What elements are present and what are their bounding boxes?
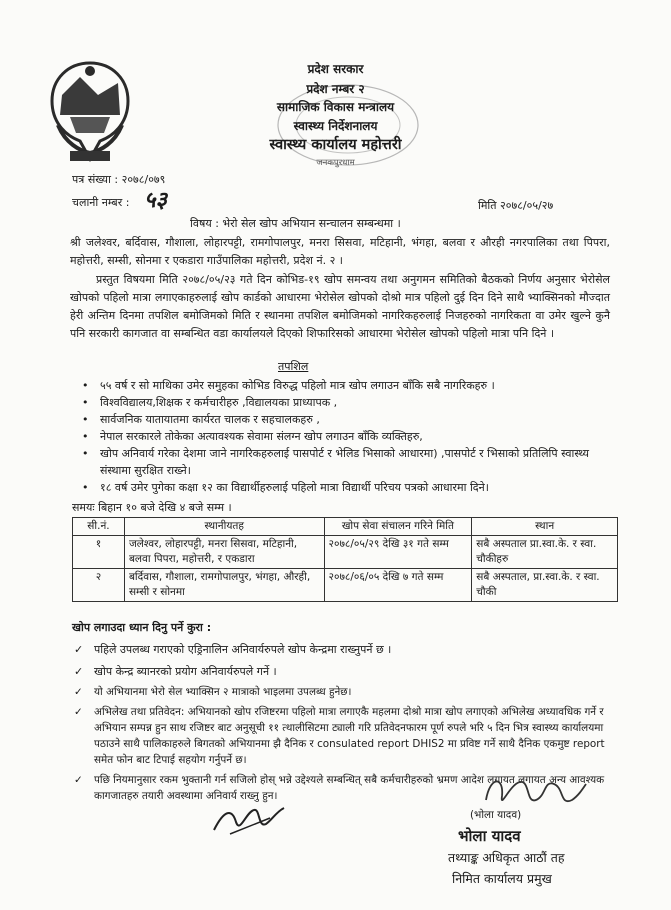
subject-line: विषय : भेरो सेल खोप अभियान सन्चालन सम्बन्धमा ।	[190, 217, 401, 230]
dispatch-label: चलानी नम्बर :	[72, 196, 130, 209]
cell-local-level: बर्दिवास, गौशाला, रामगोपालपुर, भंगहा, औरही, सम्सी र सोनमा	[124, 569, 324, 602]
checkmark-icon: ✓	[74, 686, 83, 698]
checkmark-icon: ✓	[74, 774, 83, 786]
dispatch-number-handwritten: ५३	[144, 188, 167, 213]
instruction-item: ✓ अभिलेख तथा प्रतिवेदन: अभियानको खोप रजिष्टरमा पहिलो मात्रा लगाएकै महलमा दोश्रो मात्रा खोप लगाएको अभिलेख अध्यावधिक गर्ने र अभियान सम्पन्न हुन साथ रजिष्टर बाट अनुसूची ११ त्थालीसिटमा ट्याली गरि प्रतिवेदनफारम पूर्ण रुपले भरि ५ दिन भित्र स्वास्थ्य कार्यालयमा पठाउने साथै पालिकाहरुले बिगतको अभियानमा झै दैनिक र consulated report DHIS2 मा प्रविष्ट गर्ने साथै दैनिक एकमुष्ट report समेत फोन बाट टिपाई सहयोग गर्नुपर्ने छ।	[74, 706, 605, 766]
time-note: समयः बिहान १० बजे देखि ४ बजे सम्म ।	[72, 501, 232, 514]
tapsil-item: • सार्वजनिक यातायातमा कार्यरत चालक र सहचालकहरु ,	[80, 411, 610, 428]
signatory-name: भोला यादव	[458, 827, 521, 845]
signatory-role: निमित कार्यालय प्रमुख	[452, 871, 552, 886]
letter-number: पत्र संख्या : २०७८/०७९	[72, 173, 166, 186]
instruction-item: ✓ खोप केन्द्र ब्यानरको प्रयोग अनिवार्यरुपले गर्ने ।	[74, 662, 614, 681]
tapsil-item: • १८ वर्ष उमेर पुगेका कक्षा १२ का विद्यार्थीहरुलाई पहिलो मात्रा विद्यार्थी परिचय पत्रको आधारमा दिने।	[80, 479, 610, 496]
cell-local-level: जलेश्वर, लोहारपट्टी, मनरा सिसवा, मटिहानी, बलवा पिपरा, महोत्तरी, र एकडारा	[124, 536, 324, 569]
tapsil-item: • नेपाल सरकारले तोकेका अत्यावश्यक सेवामा संलग्न खोप लगाउन बाँकि व्यक्तिहरु,	[80, 428, 610, 445]
table-row	[73, 569, 618, 602]
body-paragraph: प्रस्तुत विषयमा मिति २०७८/०५/२३ गते दिन कोभिड-१९ खोप समन्वय तथा अनुगमन समितिको बैठकको निर्णय अनुसार भेरोसेल खोपको पहिलो मात्रा लगाएकाहरुलाई खोप कार्डको आधारमा भेरोसेल खोपको दोश्रो मात्र पहिलो दुई दिन दिने साथै भ्याक्सिनको मौज्दात हेरी अन्तिम दिनमा तपशिल बमोजिमको मिति र स्थानमा तपशिल बमोजिमको नागरिकहरुलाई निजहरुको नागरिकता वा उमेर खुल्ने कुनै पनि सरकारी कागजात वा सम्बन्धित वडा कार्यालयले दिएको शिफारिसको आधारमा भेरोसेल खोपको पहिलो मात्रा पनि दिने ।	[70, 273, 610, 340]
tapsil-list	[80, 377, 610, 496]
initials-scrawl	[210, 800, 290, 840]
col-header-local-level: स्थानीयतह	[124, 518, 324, 536]
checkmark-icon: ✓	[74, 665, 84, 678]
table-row	[73, 536, 618, 569]
checkmark-icon: ✓	[74, 643, 84, 656]
header-ministry: सामाजिक विकास मन्त्रालय	[276, 100, 395, 114]
col-header-date: खोप सेवा संचालन गरिने मिति	[324, 518, 472, 536]
col-header-sn: सी.नं.	[73, 518, 125, 536]
cell-location: सबै अस्पताल, प्रा.स्वा.के. र स्वा. चौकी	[472, 569, 618, 602]
header-province-govt: प्रदेश सरकार	[307, 62, 364, 76]
cell-sn: २	[73, 569, 125, 602]
instructions-heading: खोप लगाउदा ध्यान दिनु पर्ने कुरा :	[72, 621, 212, 634]
header-directorate: स्वास्थ्य निर्देशनालय	[293, 119, 378, 133]
letter-date: मिति २०७८/०५/२७	[478, 199, 554, 212]
header-office: स्वास्थ्य कार्यालय महोत्तरी	[269, 137, 402, 153]
signatory-name-parenthesis: (भोला यादव)	[470, 809, 522, 821]
tapsil-item: • खोप अनिवार्य गरेका देशमा जाने नागरिकहरुलाई पासपोर्ट र भेलिड भिसाको आधारमा) ,पासपोर्ट र भिसाको प्रतिलिपि स्वास्थ्य संस्थामा सुरक्षित राख्ने।	[80, 445, 610, 479]
checkmark-icon: ✓	[74, 706, 83, 718]
signatory-title: तथ्याङ्क अधिकृत आठौं तह	[448, 850, 565, 865]
tapsil-item: • विश्वविद्यालय,शिक्षक र कर्मचारीहरु ,विद्यालयका प्राध्यापक ,	[80, 394, 610, 411]
cell-date: २०७८/०५/२९ देखि ३१ गते सम्म	[324, 536, 472, 569]
tapsil-heading: तपशिल	[278, 360, 309, 373]
tapsil-item: • ५५ वर्ष र सो माथिका उमेर समुहका कोभिड विरुद्ध पहिलो मात्र खोप लगाउन बाँकि सबै नागरिकहरु ।	[80, 377, 610, 394]
schedule-table	[72, 517, 618, 602]
instruction-item: ✓ पछि नियमानुसार रकम भुक्तानी गर्न सजिलो होस् भन्ने उद्देश्यले सम्बन्धित् सबै कर्मचारीहरुको भ्रमण आदेश लगायत लगायत अन्य आवश्यक कागजातहरु तयारी अवस्थामा अनिवार्य राख्नु हुन।	[74, 774, 605, 802]
cell-location: सबै अस्पताल प्रा.स्वा.के. र स्वा. चौकीहरु	[472, 536, 618, 569]
recipients-paragraph: श्री जलेश्वर, बर्दिवास, गौशाला, लोहारपट्टी, रामगोपालपुर, मनरा सिसवा, मटिहानी, भंगहा, बलवा र औरही नगरपालिका तथा पिपरा, महोत्तरी, सम्सी, सोनमा र एकडारा गाउँपालिका महोत्तरी, प्रदेश नं. २ ।	[70, 236, 610, 267]
col-header-location: स्थान	[472, 518, 618, 536]
header-province-number: प्रदेश नम्बर २	[306, 82, 365, 96]
header-stamp-location: जनकपुरधाम	[316, 158, 355, 168]
cell-date: २०७८/०६/०५ देखि ७ गते सम्म	[324, 569, 472, 602]
table-header-row	[73, 518, 618, 536]
instruction-item: ✓ पहिले उपलब्ध गराएको एड्रिनालिन अनिवार्यरुपले खोप केन्द्रमा राख्नुपर्ने छ ।	[74, 640, 614, 659]
instruction-item: ✓ यो अभियानमा भेरो सेल भ्याक्सिन २ मात्राको भाइलमा उपलब्ध हुनेछ।	[74, 684, 614, 701]
cell-sn: १	[73, 536, 125, 569]
